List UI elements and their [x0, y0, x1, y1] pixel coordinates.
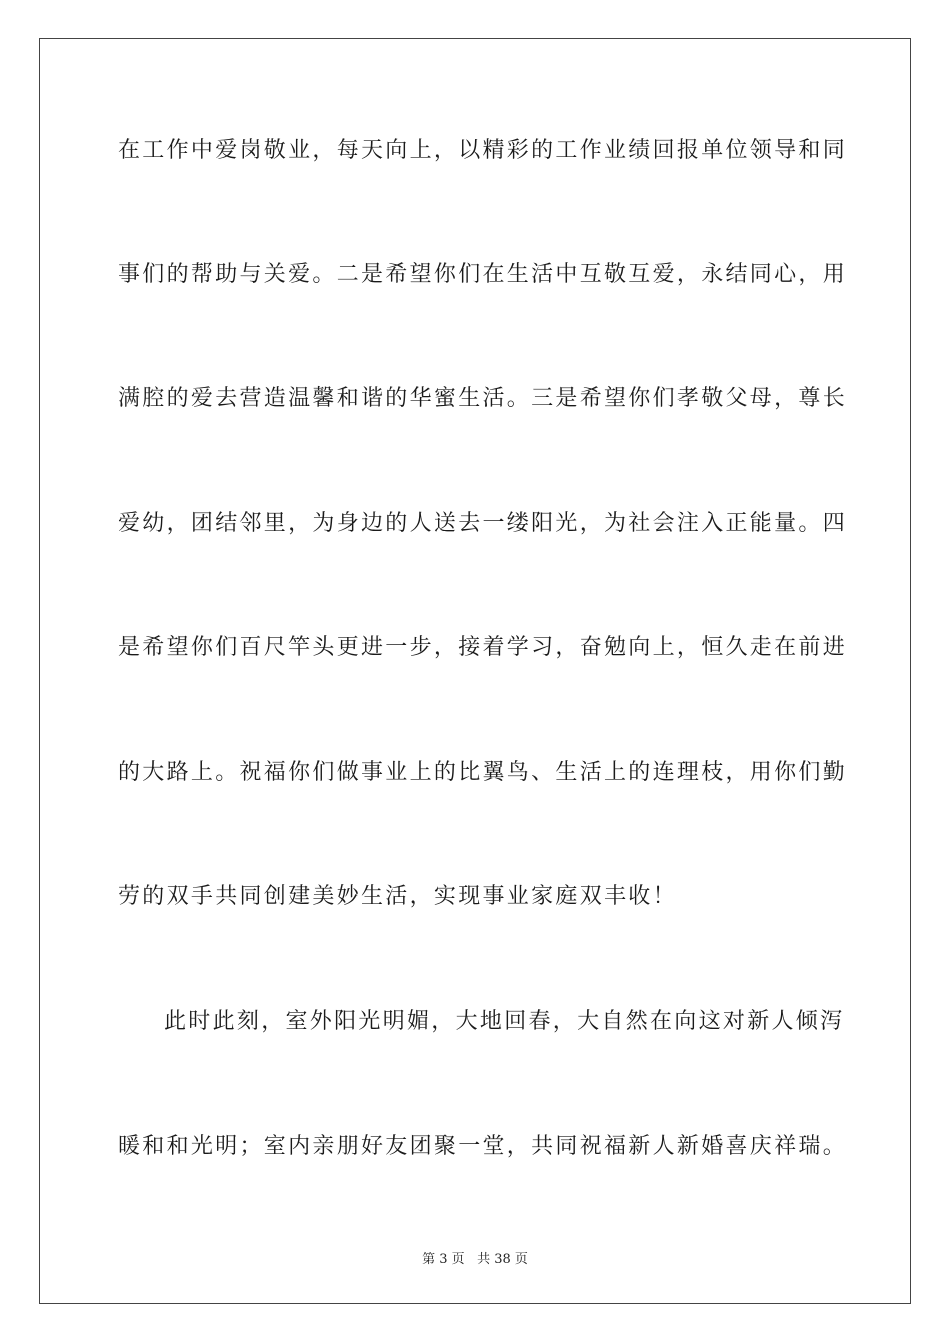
- text-line-8: 此时此刻，室外阳光明媚，大地回春，大自然在向这对新人倾泻: [164, 1009, 845, 1034]
- page-border: [39, 38, 911, 1304]
- page-total: 共 38 页: [477, 1252, 528, 1267]
- page-footer: [0, 1248, 950, 1267]
- text-line-6: 的大路上。祝福你们做事业上的比翼鸟、生活上的连理枝，用你们勤: [118, 760, 848, 785]
- page-number: 第 3 页: [422, 1252, 465, 1267]
- text-line-5: 是希望你们百尺竿头更进一步，接着学习，奋勉向上，恒久走在前进: [118, 635, 848, 660]
- text-line-3: 满腔的爱去营造温馨和谐的华蜜生活。三是希望你们孝敬父母，尊长: [118, 386, 848, 411]
- text-line-7: 劳的双手共同创建美妙生活，实现事业家庭双丰收！: [118, 884, 677, 909]
- text-line-1: 在工作中爱岗敬业，每天向上，以精彩的工作业绩回报单位领导和同: [118, 138, 848, 163]
- text-line-2: 事们的帮助与关爱。二是希望你们在生活中互敬互爱，永结同心，用: [118, 262, 848, 287]
- text-line-4: 爱幼，团结邻里，为身边的人送去一缕阳光，为社会注入正能量。四: [118, 511, 848, 536]
- text-line-9: 暖和和光明；室内亲朋好友团聚一堂，共同祝福新人新婚喜庆祥瑞。: [118, 1134, 848, 1159]
